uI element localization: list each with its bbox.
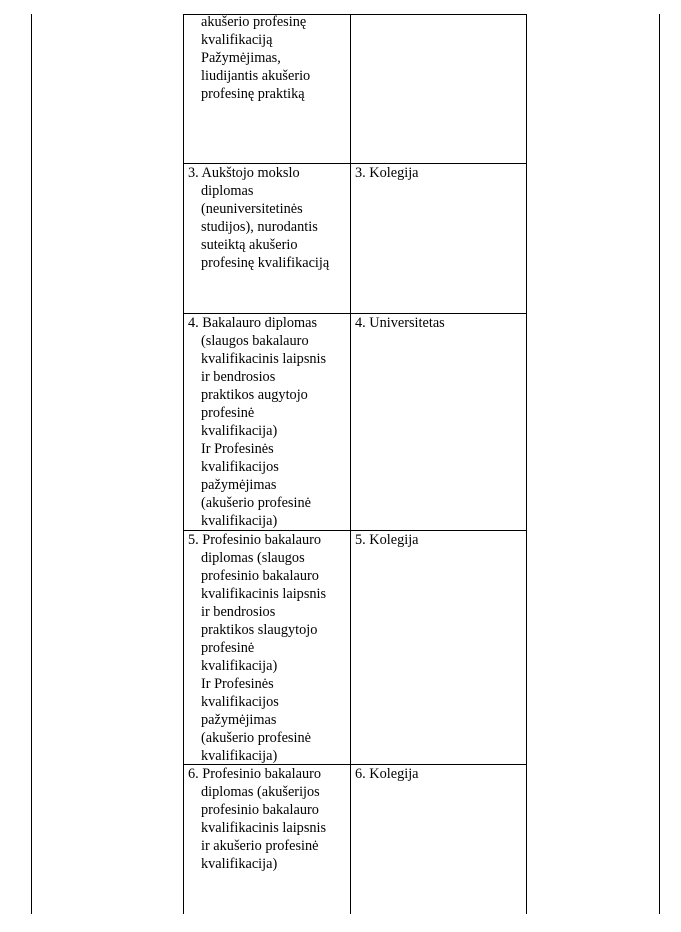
table-row-education: 6. Profesinio bakalauro diplomas (akušerijos profesinio bakalauro kvalifikacinis laipsnis ir akušerio profesinė kvalifikacija) — [188, 766, 327, 872]
page-left-border — [31, 14, 32, 914]
table-right-border — [526, 14, 527, 914]
table-row-institution: 3. Kolegija — [355, 165, 419, 181]
table-row-education: 3. Aukštojo mokslo diplomas (neuniversitetinės studijos), nurodantis suteiktą akušerio profesinę kvalifikaciją — [188, 165, 330, 271]
table-row-institution: 4. Universitetas — [355, 315, 445, 331]
table-row-education: 5. Profesinio bakalauro diplomas (slaugos profesinio bakalauro kvalifikacinis laipsnis ir bendrosios praktikos slaugytojo profesinė kvalifikacija) Ir Profesinės kvalifikacijos pažymėjimas (akušerio profesinė kvalifikacija) — [188, 532, 327, 764]
table-left-border — [183, 14, 184, 914]
table-row-education: akušerio profesinę kvalifikaciją Pažymėjimas, liudijantis akušerio profesinę praktiką — [201, 14, 311, 102]
table-row-institution: 5. Kolegija — [355, 532, 419, 548]
table-row-institution: 6. Kolegija — [355, 766, 419, 782]
page-right-border — [659, 14, 660, 914]
table-row-education: 4. Bakalauro diplomas (slaugos bakalauro kvalifikacinis laipsnis ir bendrosios praktikos augytojo profesinė kvalifikacija) Ir Profesinės kvalifikacijos pažymėjimas (akušerio profesinė kvalifikacija) — [188, 315, 327, 529]
